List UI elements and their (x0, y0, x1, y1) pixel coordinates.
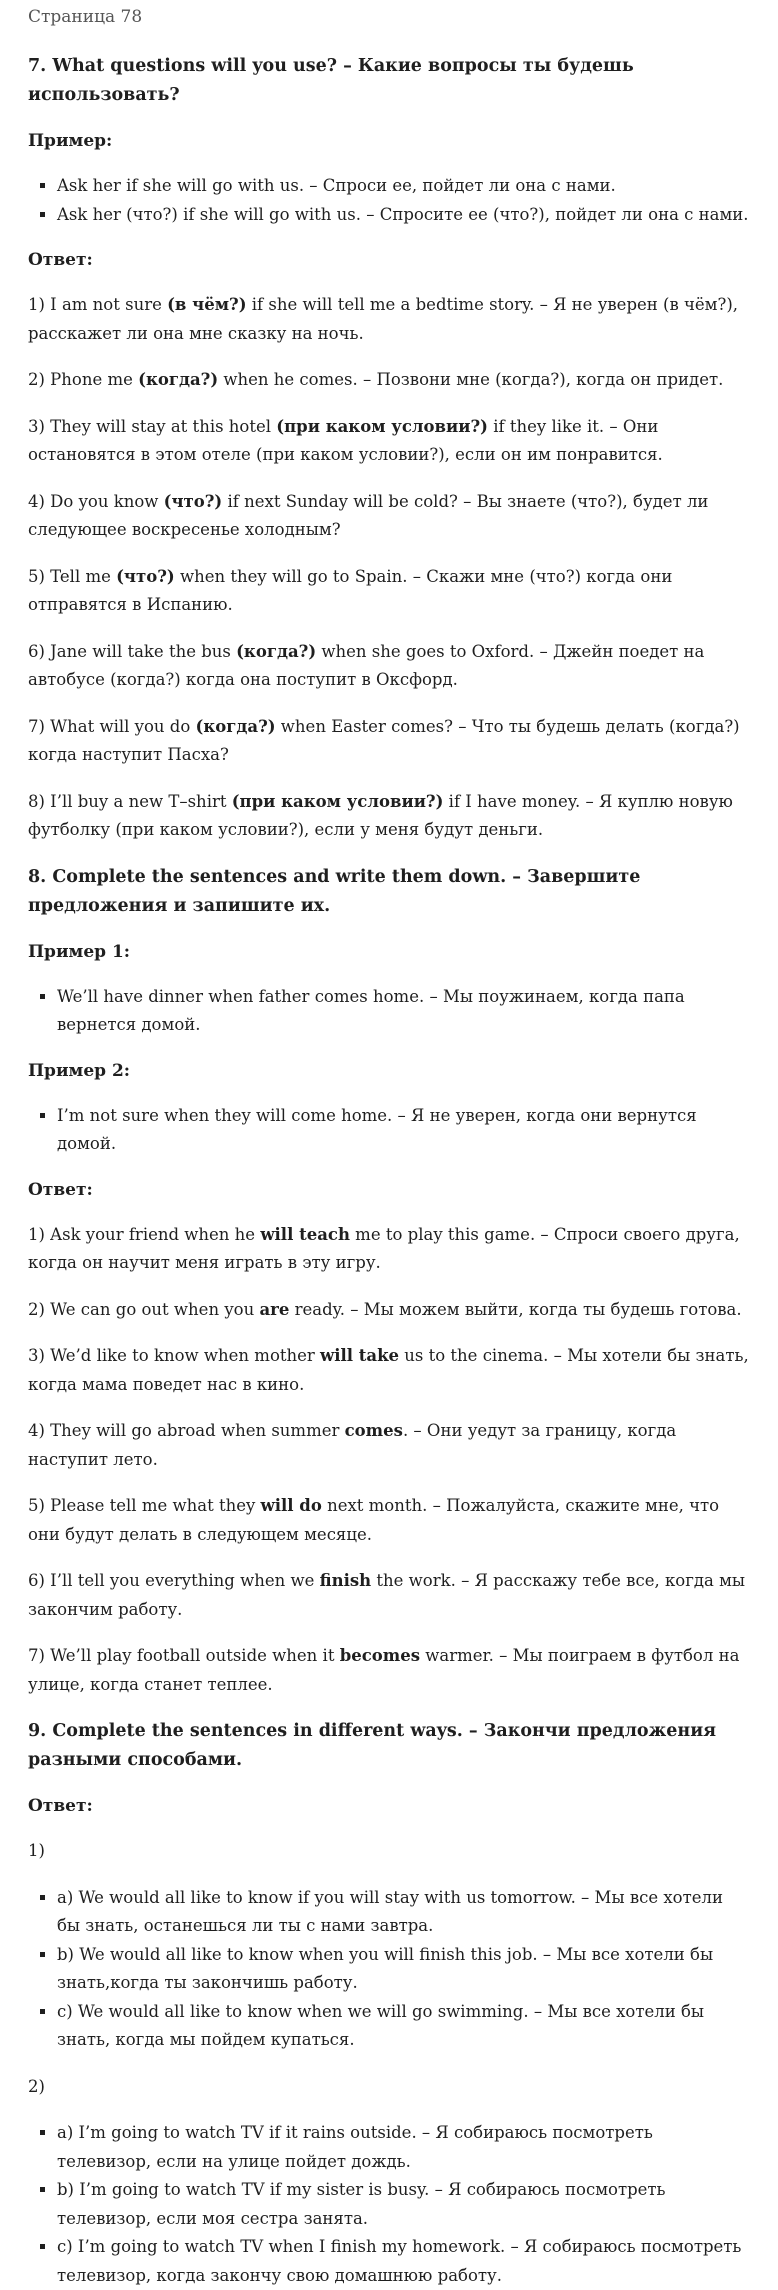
answer-text: 3) They will stay at this hotel (28, 416, 277, 436)
exercise-8-answer-label: Ответ: (28, 1179, 93, 1200)
exercise-8-example-2-label: Пример 2: (28, 1060, 131, 1081)
exercise-7-answer-7 (28, 713, 750, 770)
exercise-9-answer-label: Ответ: (28, 1796, 93, 1816)
exercise-8-answer-2 (28, 1296, 750, 1325)
exercise-9-title: 9. Complete the sentences in different ways. – Закончи предложения разными способами. (28, 1721, 717, 1770)
answer-text: us to the cinema. – Мы хотели бы знать, когда мама поведет нас в кино. (28, 1346, 749, 1394)
exercise-7-answer-6 (28, 638, 750, 695)
answer-text: next month. – Пожалуйста, скажите мне, что они будут делать в следующем месяце. (28, 1496, 720, 1544)
exercise-8-answer-4 (28, 1417, 750, 1474)
exercise-7-answer-8 (28, 788, 750, 845)
answer-text: warmer. – Мы поиграем в футбол на улице, когда станет теплее. (28, 1646, 740, 1694)
list-item: ▪ a) I’m going to watch TV if it rains outside. – Я собираюсь посмотреть телевизор, если на улице пойдет дождь. (57, 2119, 750, 2176)
answer-highlight: (когда?) (138, 370, 219, 389)
exercise-7-answer-1 (28, 291, 750, 348)
exercise-8-answer-5 (28, 1492, 750, 1549)
answer-text: the work. – Я расскажу тебе все, когда мы закончим работу. (28, 1571, 746, 1619)
answer-text: 5) Tell me (28, 566, 117, 586)
answer-text: 2) We can go out when you (28, 1299, 260, 1319)
exercise-8-answer-3 (28, 1342, 750, 1399)
exercise-7-example-label: Пример: (28, 131, 113, 151)
exercise-8-example-1 (28, 983, 750, 1040)
exercise-9-group-2 (28, 2119, 750, 2290)
exercise-9-group-1-label: 1) (28, 1841, 45, 1860)
answer-text: when she goes to Oxford. – Джейн поедет на автобусе (когда?) когда она поступит в Оксфорд. (28, 641, 705, 689)
list-item: ▪ a) We would all like to know if you will stay with us tomorrow. – Мы все хотели бы знать, останешься ли ты с нами завтра. (57, 1884, 750, 1941)
answer-text: 7) What will you do (28, 716, 196, 736)
answer-text: when Easter comes? – Что ты будешь делать (когда?) когда наступит Пасха? (28, 716, 740, 764)
answer-highlight: (что?) (116, 566, 175, 586)
answer-highlight: will do (260, 1496, 322, 1515)
answer-text: if she will tell me a bedtime story. – Я не уверен (в чём?), расскажет ли она мне сказку на ночь. (28, 295, 739, 343)
answer-text: 2) Phone me (28, 370, 139, 389)
exercise-7-answer-label: Ответ: (28, 250, 93, 270)
answer-highlight: becomes (339, 1646, 421, 1665)
answer-highlight: will teach (260, 1224, 350, 1244)
answer-highlight: (что?) (163, 491, 223, 511)
exercise-7-examples (28, 172, 750, 229)
answer-highlight: comes (344, 1421, 403, 1440)
answer-text: 1) I am not sure (28, 295, 168, 314)
answer-highlight: are (259, 1299, 290, 1319)
answer-text: when he comes. – Позвони мне (когда?), когда он придет. (218, 370, 724, 389)
exercise-8-answer-7 (28, 1642, 750, 1699)
answer-highlight: (при каком условии?) (276, 416, 488, 436)
answer-text: if I have money. – Я куплю новую футболку (при каком условии?), если у меня будут деньги. (28, 791, 733, 839)
list-item: ▪ b) I’m going to watch TV if my sister is busy. – Я собираюсь посмотреть телевизор, если моя сестра занята. (57, 2176, 750, 2233)
answer-text: 5) Please tell me what they (28, 1496, 261, 1515)
list-item: ▪ I’m not sure when they will come home. – Я не уверен, когда они вернутся домой. (57, 1102, 750, 1159)
exercise-8-answer-6 (28, 1567, 750, 1624)
list-item: ▪ c) I’m going to watch TV when I finish my homework. – Я собираюсь посмотреть телевизор, когда закончу свою домашнюю работу. (57, 2233, 750, 2290)
exercise-7-answer-2 (28, 366, 750, 395)
exercise-7-answer-4 (28, 488, 750, 545)
exercise-8-example-1-label: Пример 1: (28, 941, 131, 962)
exercise-7-answer-3 (28, 413, 750, 470)
answer-highlight: (в чём?) (167, 295, 247, 314)
answer-highlight: (когда?) (195, 716, 276, 736)
answer-highlight: will take (320, 1346, 400, 1365)
page-number: Страница 78 (28, 7, 143, 27)
list-item: ▪ Ask her (что?) if she will go with us. – Спросите ее (что?), пойдет ли она с нами. (57, 201, 750, 230)
answer-text: 1) Ask your friend when he (28, 1224, 261, 1244)
answer-text: if they like it. – Они остановятся в этом отеле (при каком условии?), если он им понравится. (28, 416, 663, 464)
exercise-7-title: 7. What questions will you use? – Какие вопросы ты будешь использовать? (28, 56, 634, 105)
exercise-8-answer-1 (28, 1221, 750, 1278)
exercise-8-title: 8. Complete the sentences and write them down. – Завершите предложения и запишите их. (28, 866, 641, 916)
answer-text: 6) I’ll tell you everything when we (28, 1571, 320, 1590)
exercise-9-group-1 (28, 1884, 750, 2055)
exercise-9-group-2-label: 2) (28, 2076, 45, 2096)
answer-text: 7) We’ll play football outside when it (28, 1646, 340, 1665)
exercise-8-example-2 (28, 1102, 750, 1159)
answer-text: me to play this game. – Спроси своего друга, когда он научит меня играть в эту игру. (28, 1224, 740, 1272)
answer-text: 6) Jane will take the bus (28, 641, 237, 661)
answer-highlight: (когда?) (236, 641, 317, 661)
list-item: ▪ b) We would all like to know when you will finish this job. – Мы все хотели бы знать,когда ты закончишь работу. (57, 1941, 750, 1998)
answer-highlight: (при каком условии?) (231, 791, 444, 811)
answer-text: 8) I’ll buy a new T–shirt (28, 791, 232, 811)
list-item: ▪ c) We would all like to know when we will go swimming. – Мы все хотели бы знать, когда мы пойдем купаться. (57, 1998, 750, 2055)
list-item: ▪ We’ll have dinner when father comes home. – Мы поужинаем, когда папа вернется домой. (57, 983, 750, 1040)
answer-text: if next Sunday will be cold? – Вы знаете (что?), будет ли следующее воскресенье холодным? (28, 491, 709, 539)
answer-text: 4) They will go abroad when summer (28, 1421, 345, 1440)
exercise-7-answer-5 (28, 563, 750, 620)
answer-text: . – Они уедут за границу, когда наступит лето. (28, 1421, 677, 1469)
answer-text: 3) We’d like to know when mother (28, 1346, 321, 1365)
answer-text: when they will go to Spain. – Скажи мне (что?) когда они отправятся в Испанию. (28, 566, 673, 614)
list-item: ▪ Ask her if she will go with us. – Спроси ее, пойдет ли она с нами. (57, 172, 750, 201)
answer-text: ready. – Мы можем выйти, когда ты будешь готова. (289, 1299, 742, 1319)
answer-text: 4) Do you know (28, 491, 164, 511)
answer-highlight: finish (319, 1571, 372, 1590)
